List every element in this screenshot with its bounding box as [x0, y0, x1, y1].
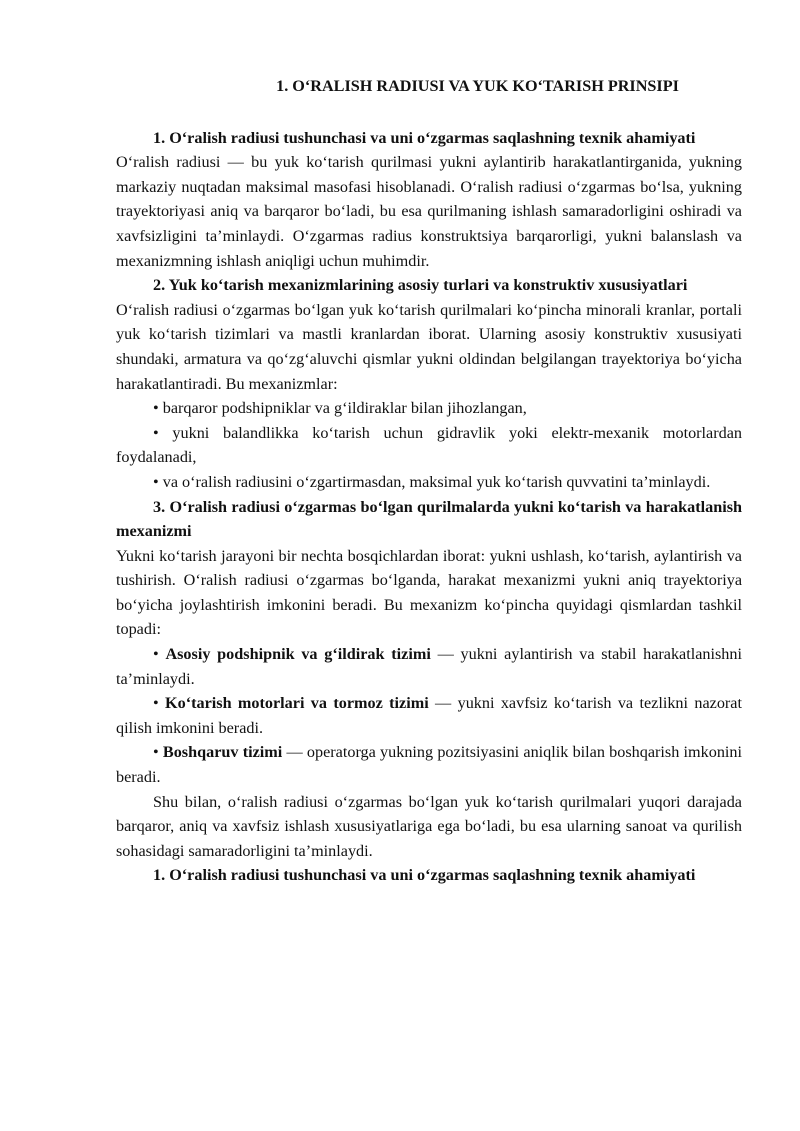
document-content — [116, 74, 742, 888]
section-2-bullet — [116, 396, 742, 421]
bullet-text: — yukni xavfsiz ko‘tarish va tezlikni nazorat qilish imkonini beradi. — [116, 694, 742, 737]
section-4-heading: 1. O‘ralish radiusi tushunchasi va uni o‘zgarmas saqlashning texnik ahamiyati — [153, 866, 696, 885]
section-3-heading — [116, 495, 742, 544]
section-2-bullet — [116, 421, 742, 470]
section-2-heading: 2. Yuk ko‘tarish mexanizmlarining asosiy turlari va konstruktiv xususiyatlari — [153, 276, 688, 295]
section-3-bullet — [116, 642, 742, 691]
section-3-bullet — [116, 740, 742, 789]
bullet-text: — operatorga yukning pozitsiyasini aniqlik bilan boshqarish imkonini beradi. — [116, 743, 743, 787]
section-3-heading-line-2-right: mexanizmi — [116, 522, 192, 541]
section-1-heading: 1. O‘ralish radiusi tushunchasi va uni o‘zgarmas saqlashning texnik ahamiyati — [153, 128, 696, 147]
section-3-heading-line-2-left: harakatlanish — [645, 497, 743, 516]
bullet-text: — yukni aylantirish va stabil harakatlanishni ta’minlaydi. — [116, 645, 742, 688]
bullet-term: Boshqaruv tizimi — [162, 743, 283, 762]
bullet-icon: • — [153, 399, 159, 418]
bullet-icon: • — [153, 743, 159, 762]
section-3-bullet — [116, 691, 742, 740]
bullet-icon: • — [153, 694, 159, 713]
section-3-heading-line-1: 3. O‘ralish radiusi o‘zgarmas bo‘lgan qurilmalarda yukni ko‘tarish va — [153, 497, 642, 516]
section-2-paragraph: O‘ralish radiusi o‘zgarmas bo‘lgan yuk ko‘tarish qurilmalari ko‘pincha minorali kranlar, portali yuk ko‘tarish tizimlari va mastli kranlardan iborat. Ularning asosiy konstruktiv xususiyati shundaki, armatura va qo‘zg‘aluvchi qismlar yukni oldindan belgilangan trayektoriya bo‘yicha harakatlantiradi. Bu mexanizmlar: — [116, 300, 742, 393]
bullet-icon: • — [153, 423, 159, 442]
page-title — [213, 74, 742, 99]
bullet-term: Asosiy podshipnik va g‘ildirak tizimi — [165, 645, 431, 664]
bullet-icon: • — [153, 472, 159, 491]
bullet-text: yukni balandlikka ko‘tarish uchun gidravlik yoki elektr-mexanik motorlardan foydalanadi, — [116, 423, 742, 467]
bullet-term: Ko‘tarish motorlari va tormoz tizimi — [165, 694, 429, 713]
bullet-icon: • — [153, 645, 159, 664]
bullet-text: va o‘ralish radiusini o‘zgartirmasdan, maksimal yuk ko‘tarish quvvatini ta’minlaydi. — [162, 472, 711, 491]
section-3-paragraph: Yukni ko‘tarish jarayoni bir nechta bosqichlardan iborat: yukni ushlash, ko‘tarish, aylantirish va tushirish. O‘ralish radiusi o‘zgarmas bo‘lganda, harakat mexanizmi yukni aniq trayektoriya bo‘yicha joylashtirish imkonini beradi. Bu mexanizm ko‘pincha quyidagi qismlardan tashkil topadi: — [116, 546, 742, 639]
section-3-conclusion: Shu bilan, o‘ralish radiusi o‘zgarmas bo‘lgan yuk ko‘tarish qurilmalari yuqori darajada barqaror, aniq va xavfsiz ishlash xususiyatlariga ega bo‘ladi, bu esa ularning sanoat va qurilish sohasidagi samaradorligini ta’minlaydi. — [116, 792, 742, 860]
bullet-text: barqaror podshipniklar va g‘ildiraklar bilan jihozlangan, — [162, 399, 527, 418]
section-1-paragraph: O‘ralish radiusi — bu yuk ko‘tarish qurilmasi yukni aylantirib harakatlantirganida, yukning markaziy nuqtadan maksimal masofasi hisoblanadi. O‘ralish radiusi o‘zgarmas bo‘lsa, yukning trayektoriyasi aniq va barqaror bo‘ladi, bu esa qurilmaning ishlash samaradorligini oshiradi va xavfsizligini ta’minlaydi. O‘zgarmas radius konstruktsiya barqarorligi, yukni balanslash va mexanizmning ishlash aniqligi uchun muhimdir. — [116, 153, 742, 270]
section-2-bullet — [116, 470, 742, 495]
page-title-text: 1. O‘RALISH RADIUSI VA YUK KO‘TARISH PRINSIPI — [276, 77, 679, 95]
